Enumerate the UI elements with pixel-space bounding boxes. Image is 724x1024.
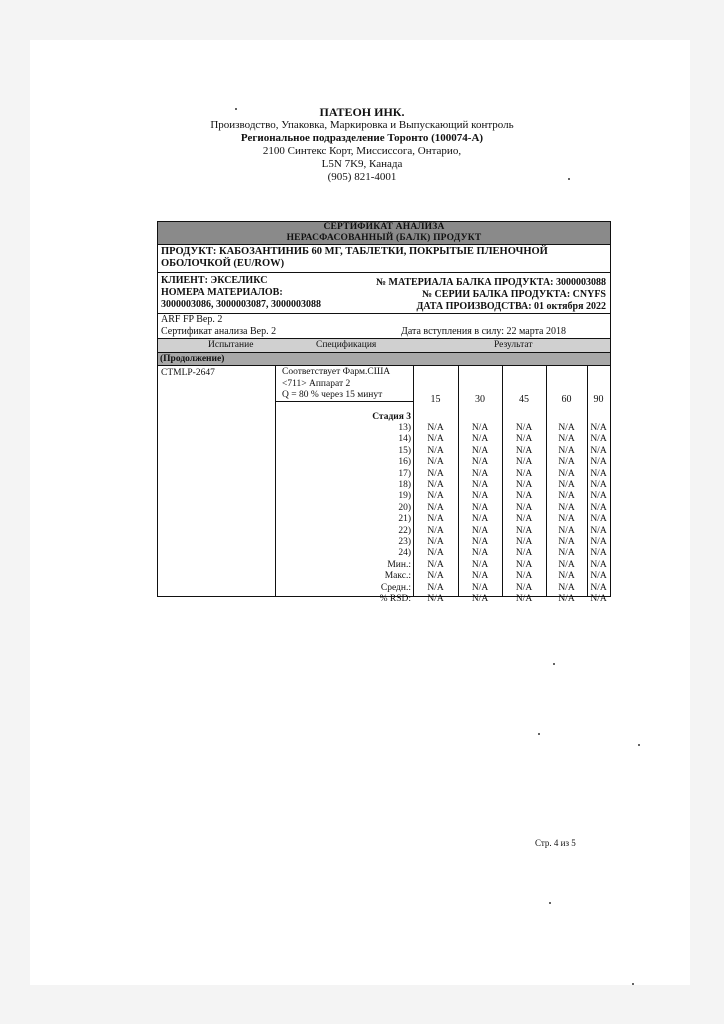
result-cell: N/A	[558, 480, 575, 491]
address-line-1: 2100 Синтекс Корт, Миссиссога, Онтарио,	[262, 145, 462, 157]
result-cell: N/A	[427, 582, 444, 593]
bulk-material-no: № МАТЕРИАЛА БАЛКА ПРОДУКТА: 3000003088	[376, 277, 606, 288]
result-cell: N/A	[471, 434, 489, 445]
scan-speck	[568, 178, 570, 180]
result-cell: N/A	[590, 491, 607, 502]
result-cell: N/A	[558, 445, 575, 456]
result-cell: N/A	[471, 468, 489, 479]
result-cell: N/A	[471, 502, 489, 513]
result-cell: N/A	[427, 480, 444, 491]
row-label: 13)	[398, 423, 411, 433]
company-name: ПАТЕОН ИНК.	[319, 105, 405, 119]
row-label: 21)	[398, 514, 411, 525]
spec-line-1: Соответствует Фарм.США	[282, 367, 391, 377]
specification	[282, 367, 390, 402]
result-cell: N/A	[558, 491, 575, 502]
result-cell: N/A	[515, 423, 533, 433]
result-column	[546, 423, 587, 606]
col-spec-header: Спецификация	[316, 340, 377, 350]
row-label: 18)	[398, 480, 411, 491]
address-line-2: L5N 7K9, Канада	[321, 158, 403, 170]
result-cell: N/A	[558, 457, 575, 468]
result-cell: N/A	[590, 468, 607, 479]
result-cell: N/A	[558, 502, 575, 513]
certificate-info	[158, 273, 610, 314]
company-subdivision: Региональное подразделение Торонто (100074-А)	[240, 132, 484, 144]
production-date: ДАТА ПРОИЗВОДСТВА: 01 октября 2022	[416, 301, 606, 312]
result-cell: N/A	[427, 445, 444, 456]
result-column	[502, 423, 546, 606]
coa-version: Сертификат анализа Вер. 2	[161, 326, 277, 337]
result-cell: N/A	[590, 548, 607, 559]
result-cell: N/A	[471, 525, 489, 536]
result-cell: N/A	[558, 423, 575, 433]
material-numbers-label: НОМЕРА МАТЕРИАЛОВ:	[161, 287, 283, 298]
result-cell: N/A	[590, 582, 607, 593]
result-cell: N/A	[558, 571, 575, 582]
result-cell: N/A	[590, 571, 607, 582]
row-label: 23)	[398, 537, 411, 548]
result-cell: N/A	[471, 594, 489, 605]
company-header	[0, 106, 724, 184]
result-cell: N/A	[427, 468, 444, 479]
phone: (905) 821-4001	[327, 171, 397, 183]
result-cell: N/A	[427, 434, 444, 445]
result-cell: N/A	[471, 548, 489, 559]
result-cell: N/A	[427, 525, 444, 536]
row-label: % RSD:	[379, 594, 411, 605]
client: КЛИЕНТ: ЭКСЕЛИКС	[161, 275, 268, 286]
result-cell: N/A	[427, 559, 444, 570]
stage-label: Стадия 3	[372, 412, 411, 422]
timepoint-header: 60	[561, 394, 572, 405]
result-cell: N/A	[471, 491, 489, 502]
result-cell: N/A	[471, 480, 489, 491]
result-cell: N/A	[558, 514, 575, 525]
result-cell: N/A	[515, 502, 533, 513]
timepoint-header: 15	[430, 394, 441, 405]
result-cell: N/A	[471, 457, 489, 468]
result-cell: N/A	[471, 445, 489, 456]
result-cell: N/A	[590, 434, 607, 445]
certificate-table	[157, 221, 611, 605]
continued-label: (Продолжение)	[158, 353, 610, 366]
result-cell: N/A	[515, 559, 533, 570]
row-label: 17)	[398, 468, 411, 479]
scan-speck	[638, 744, 640, 746]
scan-speck	[549, 902, 551, 904]
result-cell: N/A	[590, 594, 607, 605]
result-cell: N/A	[515, 537, 533, 548]
result-cell: N/A	[590, 525, 607, 536]
result-cell: N/A	[515, 571, 533, 582]
result-cell: N/A	[515, 445, 533, 456]
timepoint-header: 90	[593, 394, 604, 405]
result-cell: N/A	[427, 537, 444, 548]
result-cell: N/A	[558, 582, 575, 593]
result-cell: N/A	[471, 559, 489, 570]
result-column	[587, 423, 610, 606]
scan-speck	[553, 663, 555, 665]
result-cell: N/A	[558, 559, 575, 570]
result-cell: N/A	[427, 571, 444, 582]
row-labels	[275, 423, 411, 606]
result-cell: N/A	[515, 468, 533, 479]
result-cell: N/A	[558, 537, 575, 548]
result-cell: N/A	[427, 514, 444, 525]
arf-version: ARF FP Вер. 2	[161, 314, 223, 325]
result-cell: N/A	[471, 582, 489, 593]
timepoint-header: 45	[519, 394, 529, 405]
row-label: 15)	[398, 445, 411, 456]
row-label: Макс.:	[384, 571, 411, 582]
company-subtitle: Производство, Упаковка, Маркировка и Выпускающий контроль	[210, 119, 514, 131]
scan-speck	[235, 108, 237, 110]
result-cell: N/A	[590, 514, 607, 525]
result-cell: N/A	[515, 582, 533, 593]
scan-speck	[538, 733, 540, 735]
result-cell: N/A	[471, 514, 489, 525]
page-number: Стр. 4 из 5	[535, 838, 576, 848]
result-cell: N/A	[515, 491, 533, 502]
result-cell: N/A	[590, 480, 607, 491]
result-cell: N/A	[515, 457, 533, 468]
result-cell: N/A	[427, 423, 444, 433]
spec-line-2: <711> Аппарат 2	[282, 378, 351, 389]
material-numbers: 3000003086, 3000003087, 3000003088	[161, 299, 321, 310]
column-headers	[158, 339, 610, 353]
result-cell: N/A	[515, 480, 533, 491]
result-cell: N/A	[515, 434, 533, 445]
revision-info	[158, 314, 610, 339]
result-cell: N/A	[590, 445, 607, 456]
row-label: 22)	[398, 525, 411, 536]
result-cell: N/A	[427, 491, 444, 502]
result-column	[413, 423, 458, 606]
result-cell: N/A	[515, 594, 533, 605]
result-cell: N/A	[471, 571, 489, 582]
row-label: 24)	[398, 548, 411, 559]
result-cell: N/A	[427, 457, 444, 468]
result-cell: N/A	[590, 457, 607, 468]
effective-date: Дата вступления в силу: 22 марта 2018	[401, 326, 566, 337]
result-cell: N/A	[558, 525, 575, 536]
timepoint-header: 30	[475, 394, 485, 405]
result-cell: N/A	[515, 525, 533, 536]
row-label: 20)	[398, 502, 411, 513]
certificate-title-line-2: НЕРАСФАСОВАННЫЙ (БАЛК) ПРОДУКТ	[286, 233, 482, 243]
result-cell: N/A	[590, 537, 607, 548]
row-label: Мин.:	[387, 559, 411, 570]
result-cell: N/A	[590, 502, 607, 513]
test-name: CTMLP-2647	[161, 368, 215, 378]
result-cell: N/A	[427, 594, 444, 605]
result-cell: N/A	[515, 514, 533, 525]
result-cell: N/A	[558, 468, 575, 479]
row-label: 19)	[398, 491, 411, 502]
certificate-title	[158, 222, 610, 245]
results-body	[158, 366, 610, 605]
bulk-batch-no: № СЕРИИ БАЛКА ПРОДУКТА: CNYFS	[422, 289, 606, 300]
result-cell: N/A	[427, 502, 444, 513]
row-label: Средн.:	[380, 582, 411, 593]
result-cell: N/A	[427, 548, 444, 559]
result-cell: N/A	[471, 423, 489, 433]
result-cell: N/A	[590, 423, 607, 433]
product-name: ПРОДУКТ: КАБОЗАНТИНИБ 60 МГ, ТАБЛЕТКИ, ПОКРЫТЫЕ ПЛЕНОЧНОЙ ОБОЛОЧКОЙ (EU/ROW)	[158, 245, 610, 273]
result-cell: N/A	[558, 548, 575, 559]
result-cell: N/A	[558, 594, 575, 605]
result-column	[458, 423, 502, 606]
spec-line-3: Q = 80 % через 15 минут	[282, 390, 383, 400]
result-cell: N/A	[590, 559, 607, 570]
row-label: 16)	[398, 457, 411, 468]
result-cell: N/A	[558, 434, 575, 445]
col-result-header: Результат	[494, 340, 533, 350]
scan-speck	[632, 983, 634, 985]
certificate-title-line-1: СЕРТИФИКАТ АНАЛИЗА	[323, 222, 445, 232]
row-label: 14)	[398, 434, 411, 445]
result-cell: N/A	[471, 537, 489, 548]
result-cell: N/A	[515, 548, 533, 559]
col-test-header: Испытание	[208, 340, 254, 350]
